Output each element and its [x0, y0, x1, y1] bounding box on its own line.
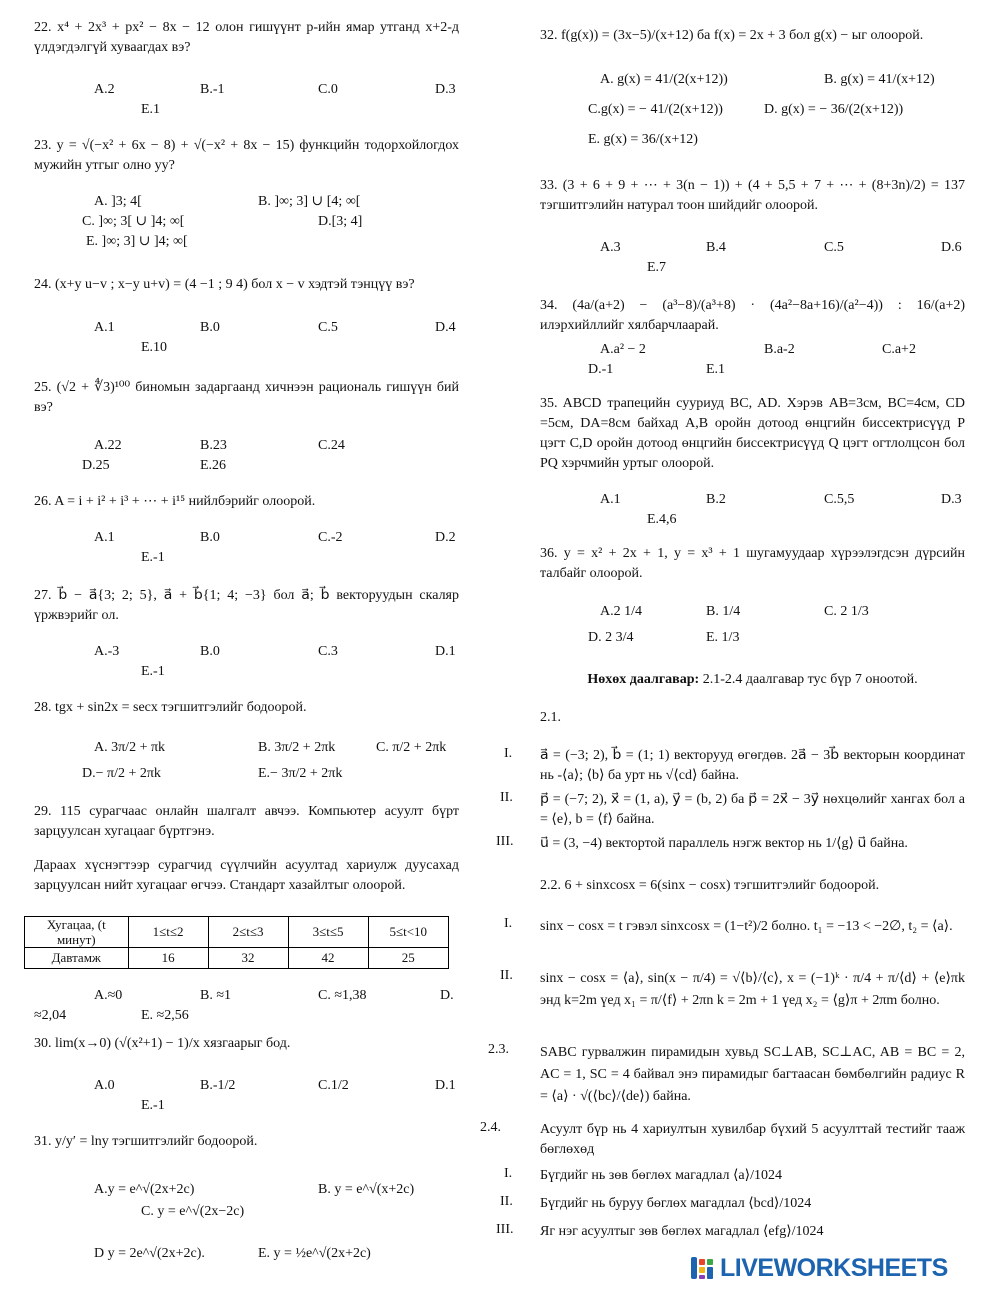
- answer-a[interactable]: A.a² − 2: [600, 342, 646, 357]
- answer-a[interactable]: A.2 1/4: [600, 604, 642, 619]
- answer-d[interactable]: D. g(x) = − 36/(2(x+12)): [764, 102, 904, 117]
- answer-c[interactable]: C.a+2: [882, 342, 916, 357]
- answer-b[interactable]: B. ≈1: [200, 988, 232, 1003]
- answer-e[interactable]: E.26: [200, 458, 227, 473]
- task-2-4: Асуулт бүр нь 4 хариултын хувилбар бүхий 5 асуулттай тестийг тааж бөглөхөд: [540, 1122, 965, 1157]
- question-31-stem: 31. y/y′ = lny тэгшитгэлийг бодоорой.: [34, 1134, 258, 1149]
- item-number: II.: [500, 968, 513, 983]
- item-number: I.: [504, 746, 513, 761]
- table-row-label: Давтамж: [25, 948, 129, 969]
- frequency-table: [24, 916, 449, 969]
- answer-b[interactable]: B. ]∞; 3] ∪ [4; ∞[: [258, 194, 361, 209]
- table-cell: 42: [288, 948, 368, 969]
- question-26: [34, 492, 459, 565]
- item-number: II.: [500, 790, 513, 805]
- answer-c[interactable]: C.5,5: [824, 492, 855, 507]
- answer-e[interactable]: E.4,6: [647, 512, 677, 527]
- question-23: [34, 136, 459, 249]
- question-31: [34, 1132, 459, 1261]
- question-25: [34, 378, 459, 473]
- answer-d[interactable]: D y = 2e^√(2x+2c).: [94, 1246, 205, 1261]
- answer-e[interactable]: E. ]∞; 3] ∪ ]4; ∞[: [86, 234, 188, 249]
- answer-e[interactable]: E.10: [141, 340, 168, 355]
- question-36-stem: 36. y = x² + 2x + 1, y = x³ + 1 шугамуудаар хүрээлэгдсэн дүрсийн талбайг олоорой.: [540, 546, 965, 581]
- table-cell: 16: [128, 948, 208, 969]
- task-2-1-i: a⃗ = (−3; 2), b⃗ = (1; 1) векторууд өгөгдөв. 2a⃗ − 3b⃗ векторын координат нь -⟨a⟩; ⟨b⟩ ба урт нь √⟨cd⟩ байна.: [540, 748, 965, 783]
- answer-a[interactable]: A.22: [94, 438, 122, 453]
- answer-d[interactable]: D.[3; 4]: [318, 214, 363, 229]
- answer-e[interactable]: E. 1/3: [706, 630, 740, 645]
- answer-b[interactable]: B.4: [706, 240, 726, 255]
- answer-d[interactable]: D.6: [941, 240, 962, 255]
- answer-d[interactable]: D.3: [941, 492, 962, 507]
- answer-c[interactable]: C.3: [318, 644, 338, 659]
- answer-e[interactable]: E.1: [706, 362, 726, 377]
- supplementary-heading: [540, 670, 965, 690]
- answer-b[interactable]: B. 3π/2 + 2πk: [258, 740, 336, 755]
- answer-a[interactable]: A.1: [94, 320, 115, 335]
- answer-e[interactable]: E.1: [141, 102, 161, 117]
- answer-e[interactable]: E. ≈2,56: [141, 1008, 189, 1023]
- answer-d[interactable]: D.4: [435, 320, 456, 335]
- item-number: I.: [504, 1166, 513, 1181]
- answer-e[interactable]: E.-1: [141, 550, 165, 565]
- question-27-stem: 27. b⃗ − a⃗{3; 2; 5}, a⃗ + b⃗{1; 4; −3} бол a⃗; b⃗ векторуудын скаляр үржвэрийг ол.: [34, 588, 459, 623]
- answer-a[interactable]: A.y = e^√(2x+2c): [94, 1182, 195, 1197]
- brand-text: LIVEWORKSHEETS: [720, 1254, 948, 1282]
- task-2-3: SABC гурвалжин пирамидын хувьд SC⊥AB, SC⊥AC, AB = BC = 2, AC = 1, SC = 4 байвал энэ пирамидыг багтаасан бөмбөлгийн радиус R = ⟨a⟩ · √(⟨bc⟩/⟨de⟩) байна.: [540, 1045, 965, 1104]
- question-25-stem: 25. (√2 + ∜3)¹⁰⁰ биномын задаргаанд хичнээн рациональ гишүүн бий вэ?: [34, 380, 459, 415]
- question-32: [540, 26, 965, 147]
- answer-c[interactable]: C. π/2 + 2πk: [376, 740, 447, 755]
- question-23-stem: 23. y = √(−x² + 6x − 8) + √(−x² + 8x − 15) функцийн тодорхойлогдох мужийн утгыг олно уу?: [34, 138, 459, 173]
- question-33: [540, 176, 965, 275]
- answer-a[interactable]: A.0: [94, 1078, 115, 1093]
- answer-b[interactable]: B.0: [200, 644, 220, 659]
- question-27: [34, 586, 459, 679]
- answer-e[interactable]: E.-1: [141, 664, 165, 679]
- item-number: I.: [504, 916, 513, 931]
- answer-c[interactable]: C.1/2: [318, 1078, 349, 1093]
- answer-a[interactable]: A.-3: [94, 644, 120, 659]
- table-header-col3: 3≤t≤5: [288, 917, 368, 948]
- item-number: 2.4.: [480, 1120, 501, 1135]
- answer-d[interactable]: D.2: [435, 530, 456, 545]
- answer-d[interactable]: D.3: [435, 82, 456, 97]
- question-29-stem-1: 29. 115 сурагчаас онлайн шалгалт авчээ. Компьютер асуулт бүрт зарцуулсан хугацааг бүртгэнэ.: [34, 804, 459, 839]
- answer-b[interactable]: B.-1: [200, 82, 225, 97]
- answer-e[interactable]: E.7: [647, 260, 667, 275]
- answer-b[interactable]: B.a-2: [764, 342, 795, 357]
- liveworksheets-logo[interactable]: [690, 1254, 990, 1284]
- answer-e[interactable]: E.− 3π/2 + 2πk: [258, 766, 343, 781]
- question-24: [34, 268, 459, 355]
- answer-a[interactable]: A. g(x) = 41/(2(x+12)): [600, 72, 728, 87]
- question-30: [34, 1034, 459, 1113]
- question-34-stem: 34. (4a/(a+2) − (a³−8)/(a³+8) · (4a²−8a+16)/(a²−4)) : 16/(a+2) илэрхийллийг хялбарчлаарай.: [540, 298, 965, 333]
- question-35-stem: 35. ABCD трапецийн сууриуд BC, AD. Хэрэв AB=3см, BC=4см, CD =5см, DA=8см байхад A,B оройн дотоод өнцгийн биссектрисүүд P цэгт C,D оройн дотоод өнцгийн биссектрисүүд Q цэгт огтлолцсон бол PQ хэрчмийн уртыг олоорой.: [540, 396, 965, 471]
- table-header-col2: 2≤t≤3: [208, 917, 288, 948]
- item-number: II.: [500, 1194, 513, 1209]
- question-30-stem: 30. lim(x→0) (√(x²+1) − 1)/x хязгаарыг бод.: [34, 1036, 291, 1051]
- answer-d[interactable]: D.-1: [588, 362, 614, 377]
- answer-a[interactable]: A. ]3; 4[: [94, 194, 142, 209]
- answer-d[interactable]: D.: [440, 988, 454, 1003]
- answer-c[interactable]: C. y = e^√(2x−2c): [141, 1204, 245, 1219]
- answer-b[interactable]: B. 1/4: [706, 604, 741, 619]
- answer-b[interactable]: B.-1/2: [200, 1078, 236, 1093]
- answer-c[interactable]: C. 2 1/3: [824, 604, 869, 619]
- question-22-stem: 22. x⁴ + 2x³ + px² − 8x − 12 олон гишүүнт p-ийн ямар утганд x+2-д үлдэгдэлгүй хуваагдах вэ?: [34, 20, 459, 55]
- answer-c[interactable]: C.24: [318, 438, 345, 453]
- question-29-stem-2: Дараах хүснэгтээр сурагчид сүүлчийн асуултад хариулж дуусахад зарцуулсан нийт хугацааг өгчээ. Стандарт хазайлтыг олоорой.: [34, 858, 459, 893]
- task-2-1-iii: u⃗ = (3, −4) вектортой параллель нэгж вектор нь 1/⟨g⟩ u⃗ байна.: [540, 836, 908, 851]
- answer-a[interactable]: A.1: [600, 492, 621, 507]
- question-34: [540, 296, 965, 377]
- task-2-2-ii: sinx − cosx = ⟨a⟩, sin(x − π/4) = √⟨b⟩/⟨c⟩, x = (−1)ᵏ · π/4 + π/⟨d⟩ + ⟨e⟩πk энд k=2m үед x₁ = π/⟨f⟩ + 2πn k = 2m + 1 үед x₂ = ⟨g⟩π + 2πm болно.: [540, 971, 965, 1008]
- answer-a[interactable]: A.3: [600, 240, 621, 255]
- answer-b[interactable]: B. y = e^√(x+2c): [318, 1182, 415, 1197]
- question-28: [34, 698, 459, 781]
- answer-a[interactable]: A. 3π/2 + πk: [94, 740, 166, 755]
- answer-e[interactable]: E.-1: [141, 1098, 165, 1113]
- task-2-2-i: sinx − cosx = t гэвэл sinxcosx = (1−t²)/2 болно. t₁ = −13 < −2∅, t₂ = ⟨a⟩.: [540, 919, 953, 934]
- task-2-1-label: 2.1.: [540, 710, 561, 725]
- answer-c[interactable]: C.g(x) = − 41/(2(x+12)): [588, 102, 723, 117]
- answer-b[interactable]: B.23: [200, 438, 227, 453]
- question-33-stem: 33. (3 + 6 + 9 + ⋯ + 3(n − 1)) + (4 + 5,5 + 7 + ⋯ + (8+3n)/2) = 137 тэгшитгэлийн натурал тоон шийдийг олоорой.: [540, 178, 965, 213]
- answer-d[interactable]: D.1: [435, 1078, 456, 1093]
- item-number: III.: [496, 1222, 514, 1237]
- task-2-1-ii: p⃗ = (−7; 2), x⃗ = (1, a), y⃗ = (b, 2) ба p⃗ = 2x⃗ − 3y⃗ нөхцөлийг хангах бол a = ⟨e⟩, b = ⟨f⟩ байна.: [540, 792, 965, 827]
- answer-d[interactable]: D. 2 3/4: [588, 630, 634, 645]
- item-number: 2.3.: [488, 1042, 509, 1057]
- answer-a[interactable]: A.1: [94, 530, 115, 545]
- liveworksheets-icon: [690, 1256, 714, 1280]
- answer-c[interactable]: C.5: [824, 240, 844, 255]
- supplementary-note: 2.1-2.4 даалгавар тус бүр 7 оноотой.: [699, 672, 918, 687]
- answer-d[interactable]: D.− π/2 + 2πk: [82, 766, 161, 781]
- answer-c[interactable]: C. ]∞; 3[ ∪ ]4; ∞[: [82, 214, 185, 229]
- task-2-4-ii: Бүгдийг нь буруу бөглөх магадлал ⟨bcd⟩/1024: [540, 1196, 812, 1211]
- answer-c[interactable]: C.0: [318, 82, 338, 97]
- question-35: [540, 394, 965, 527]
- answer-e[interactable]: E. g(x) = 36/(x+12): [588, 132, 698, 147]
- task-2-4-i: Бүгдийг нь зөв бөглөх магадлал ⟨a⟩/1024: [540, 1168, 782, 1183]
- answer-e[interactable]: E. y = ½e^√(2x+2c): [258, 1246, 371, 1261]
- question-29: [34, 802, 459, 1023]
- answer-c[interactable]: C.-2: [318, 530, 343, 545]
- answer-c[interactable]: C.5: [318, 320, 338, 335]
- answer-b[interactable]: B.0: [200, 530, 220, 545]
- question-28-stem: 28. tgx + sin2x = secx тэгшитгэлийг бодоорой.: [34, 700, 307, 715]
- answer-d[interactable]: D.1: [435, 644, 456, 659]
- table-header-time: Хугацаа, (t минут): [25, 917, 129, 948]
- table-cell: 32: [208, 948, 288, 969]
- answer-a[interactable]: A.2: [94, 82, 115, 97]
- question-26-stem: 26. A = i + i² + i³ + ⋯ + i¹⁵ нийлбэрийг олоорой.: [34, 494, 316, 509]
- answer-d-value[interactable]: ≈2,04: [34, 1008, 67, 1023]
- table-cell: 25: [368, 948, 448, 969]
- answer-c[interactable]: C. ≈1,38: [318, 988, 367, 1003]
- answer-d[interactable]: D.25: [82, 458, 110, 473]
- answer-a[interactable]: A.≈0: [94, 988, 123, 1003]
- task-2-2: 2.2. 6 + sinxcosx = 6(sinx − cosx) тэгшитгэлийг бодоорой.: [540, 878, 880, 893]
- task-2-4-iii: Яг нэг асуултыг зөв бөглөх магадлал ⟨efg⟩/1024: [540, 1224, 824, 1239]
- answer-b[interactable]: B.2: [706, 492, 726, 507]
- table-header-col4: 5≤t<10: [368, 917, 448, 948]
- question-24-stem: 24. (x+y u−v ; x−y u+v) = (4 −1 ; 9 4) бол x − v хэдтэй тэнцүү вэ?: [34, 277, 415, 292]
- question-36: [540, 544, 965, 645]
- table-header-col1: 1≤t≤2: [128, 917, 208, 948]
- supplementary-title: Нөхөх даалгавар:: [587, 672, 700, 687]
- question-22: [34, 18, 459, 117]
- answer-b[interactable]: B. g(x) = 41/(x+12): [824, 72, 935, 87]
- answer-b[interactable]: B.0: [200, 320, 220, 335]
- question-32-stem: 32. f(g(x)) = (3x−5)/(x+12) ба f(x) = 2x + 3 бол g(x) − ыг олоорой.: [540, 28, 924, 43]
- item-number: III.: [496, 834, 514, 849]
